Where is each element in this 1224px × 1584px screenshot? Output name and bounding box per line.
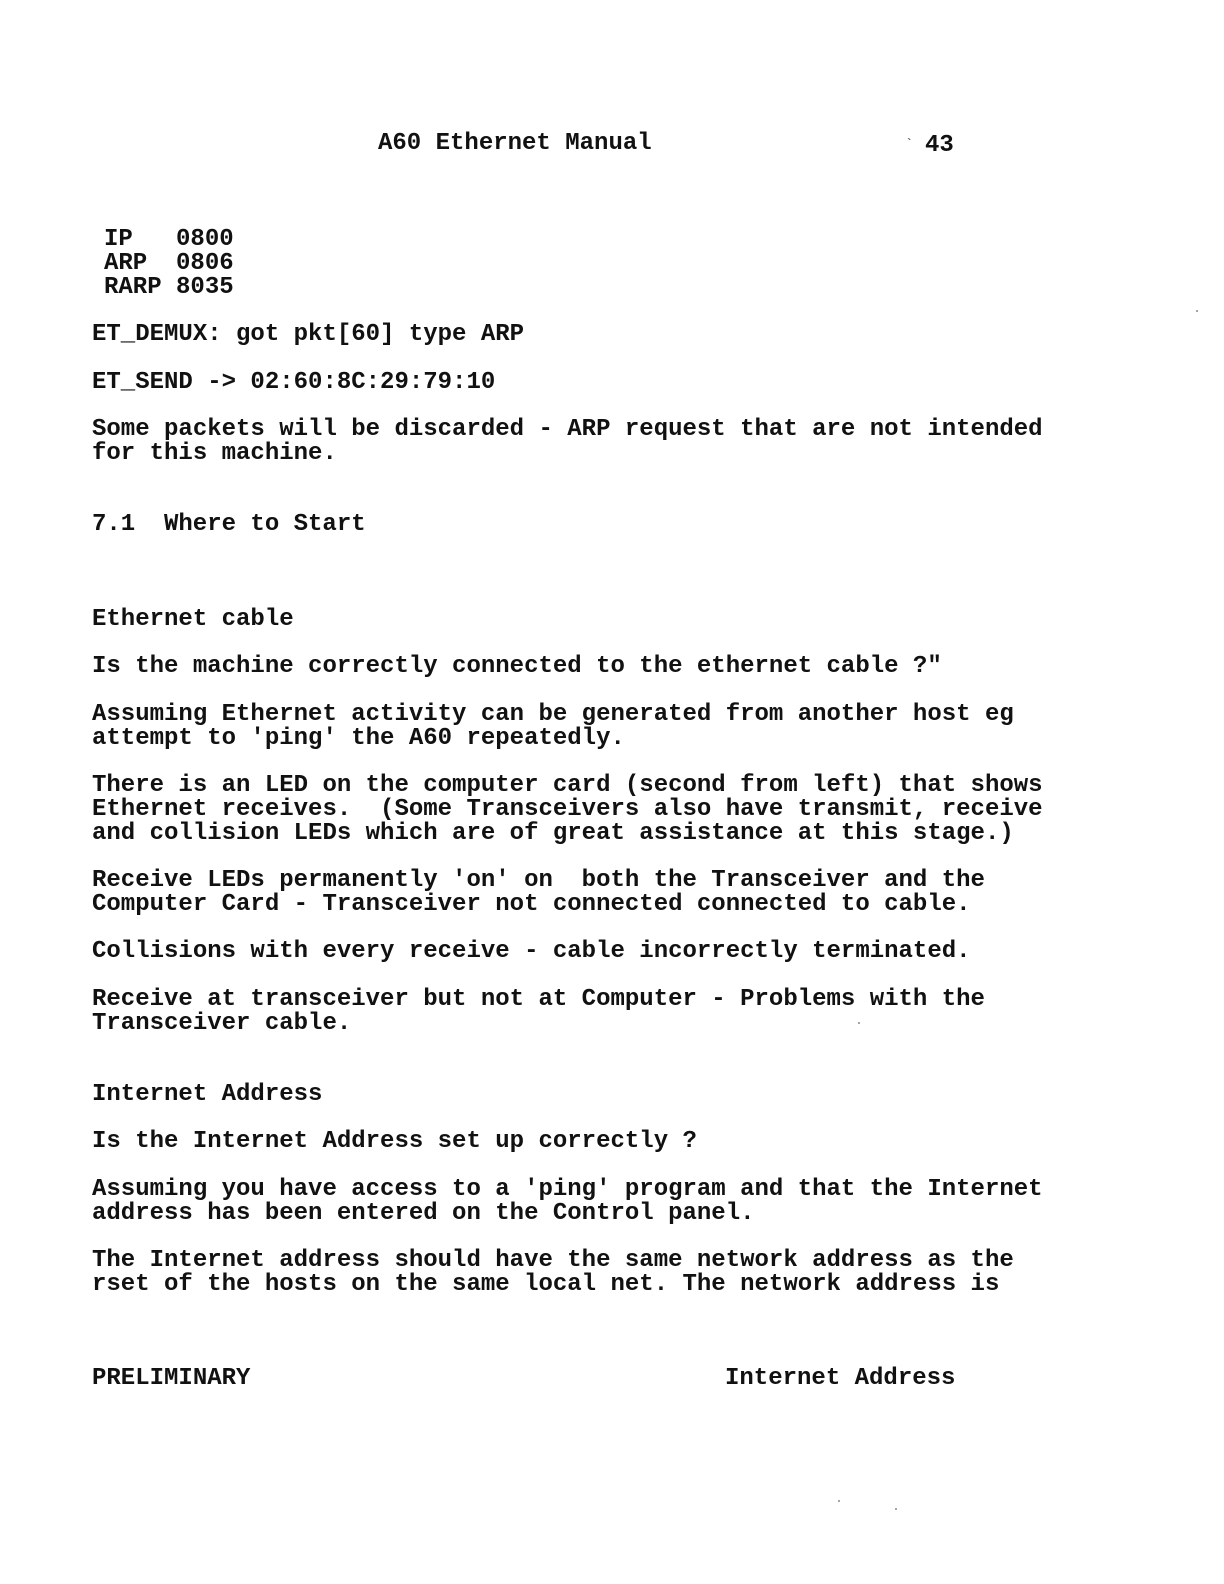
page-number: 43 <box>925 132 954 159</box>
scan-speck <box>1196 310 1198 312</box>
ethernet-para2-line-2: Ethernet receives. (Some Transceivers also have transmit, receive <box>92 796 1043 823</box>
ethernet-para1-line-2: attempt to 'ping' the A60 repeatedly. <box>92 725 625 752</box>
discard-paragraph-line-2: for this machine. <box>92 440 337 467</box>
scan-speck <box>858 1022 860 1024</box>
type-code-arp: ARP 0806 <box>104 250 234 277</box>
ethernet-para3-line-2: Computer Card - Transceiver not connected connected to cable. <box>92 891 971 918</box>
scan-speck <box>838 1500 840 1502</box>
ethernet-para2-line-1: There is an LED on the computer card (second from left) that shows <box>92 772 1043 799</box>
type-code-ip: IP 0800 <box>104 226 234 253</box>
internet-question: Is the Internet Address set up correctly ? <box>92 1128 697 1155</box>
ethernet-para2-line-3: and collision LEDs which are of great assistance at this stage.) <box>92 820 1014 847</box>
footer-section-name: Internet Address <box>725 1365 956 1392</box>
ethernet-para5-line-1: Receive at transceiver but not at Computer - Problems with the <box>92 986 985 1013</box>
internet-para1-line-1: Assuming you have access to a 'ping' program and that the Internet <box>92 1176 1043 1203</box>
debug-line-send: ET_SEND -> 02:60:8C:29:79:10 <box>92 369 496 396</box>
ethernet-para4-line-1: Collisions with every receive - cable incorrectly terminated. <box>92 938 971 965</box>
internet-para2-line-2: rset of the hosts on the same local net. The network address is <box>92 1271 1000 1298</box>
ethernet-question: Is the machine correctly connected to the ethernet cable ?" <box>92 653 942 680</box>
ethernet-para5-line-2: Transceiver cable. <box>92 1010 352 1037</box>
ethernet-para1-line-1: Assuming Ethernet activity can be generated from another host eg <box>92 701 1014 728</box>
internet-heading: Internet Address <box>92 1081 323 1108</box>
internet-para2-line-1: The Internet address should have the same network address as the <box>92 1247 1014 1274</box>
internet-para1-line-2: address has been entered on the Control panel. <box>92 1200 755 1227</box>
footer-preliminary: PRELIMINARY <box>92 1365 251 1392</box>
ethernet-heading: Ethernet cable <box>92 606 294 633</box>
type-code-rarp: RARP 8035 <box>104 274 234 301</box>
page-header-title: A60 Ethernet Manual <box>378 130 652 157</box>
ethernet-para3-line-1: Receive LEDs permanently 'on' on both the Transceiver and the <box>92 867 985 894</box>
section-number: 7.1 <box>92 511 136 538</box>
scan-speck <box>895 1508 897 1510</box>
section-title: Where to Start <box>164 511 366 538</box>
debug-line-demux: ET_DEMUX: got pkt[60] type ARP <box>92 321 525 348</box>
discard-paragraph-line-1: Some packets will be discarded - ARP request that are not intended <box>92 416 1043 443</box>
stray-tick-mark: ` <box>905 137 914 153</box>
